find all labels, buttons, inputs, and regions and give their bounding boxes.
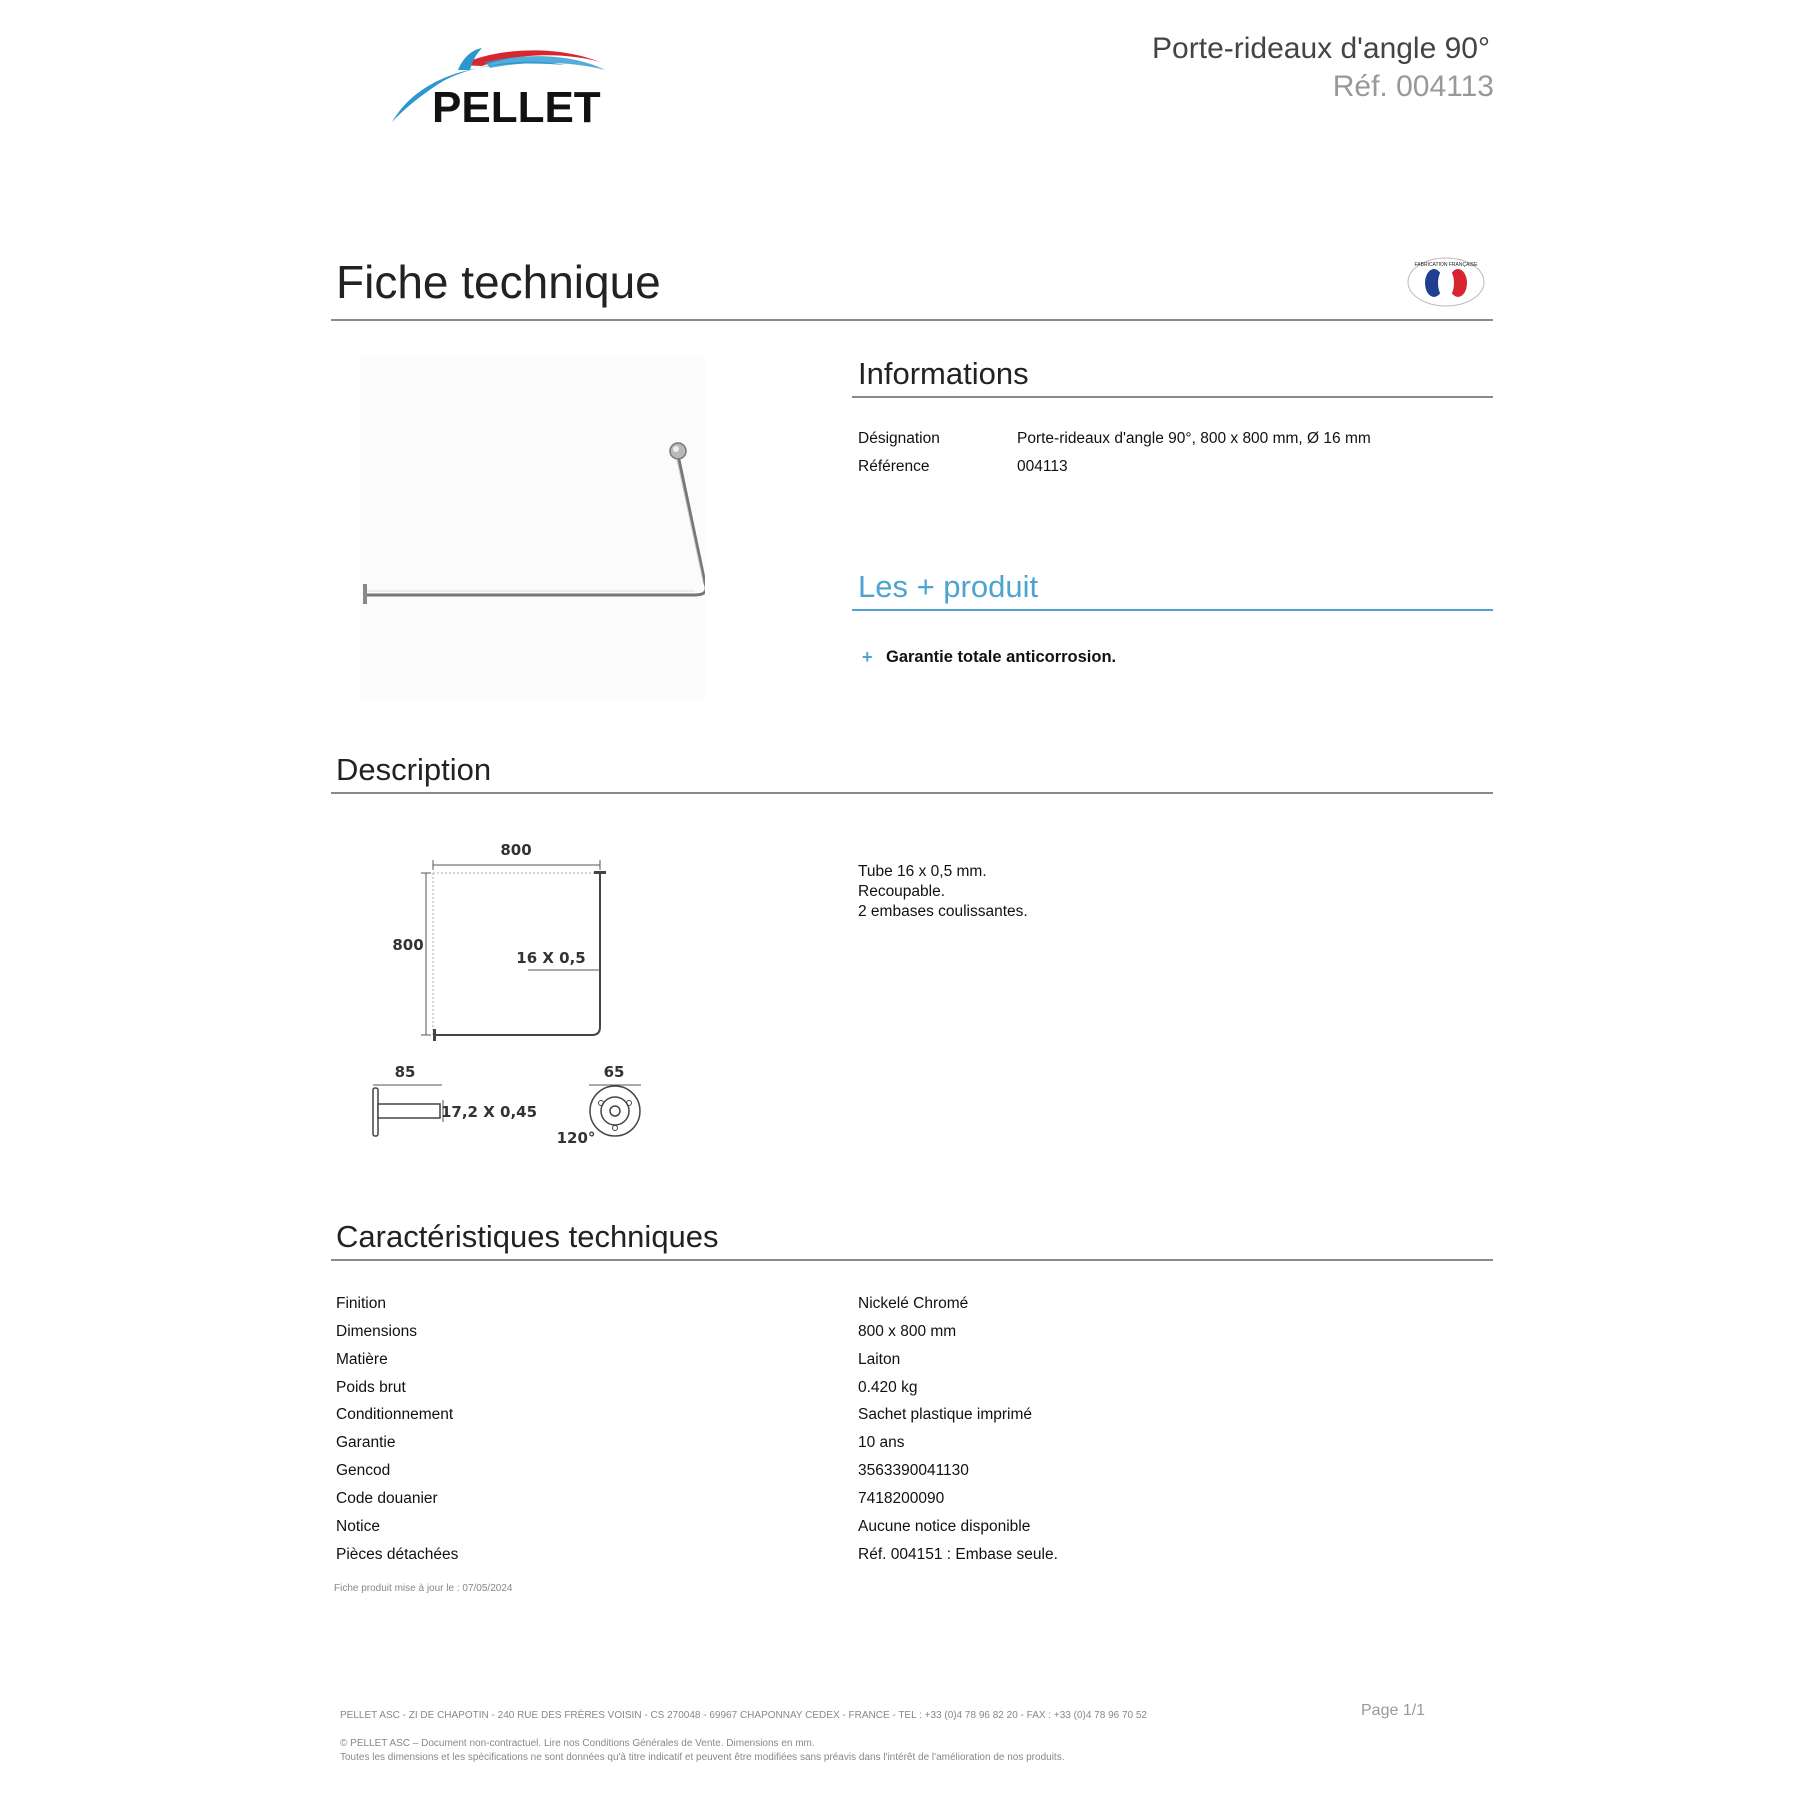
advantage-plus-icon: +	[862, 647, 873, 667]
spec-label: Finition	[336, 1295, 386, 1312]
dim-width-label: 800	[500, 841, 532, 859]
technical-drawing	[360, 830, 660, 1180]
spec-label: Conditionnement	[336, 1406, 454, 1423]
spec-label: Matière	[336, 1351, 388, 1368]
informations-heading: Informations	[858, 356, 1029, 391]
spec-label: Gencod	[336, 1462, 391, 1479]
updated-date: Fiche produit mise à jour le : 07/05/2024	[334, 1583, 513, 1594]
advantage-item: Garantie totale anticorrosion.	[886, 648, 1117, 666]
dim-base-tube-label: 17,2 X 0,45	[440, 1103, 538, 1121]
spec-value: Laiton	[858, 1351, 901, 1368]
spec-value: 800 x 800 mm	[858, 1323, 957, 1340]
badge-text: FABRICATION FRANÇAISE	[1414, 262, 1478, 268]
dim-angle-label: 120°	[556, 1129, 596, 1147]
footer-address: PELLET ASC - ZI DE CHAPOTIN - 240 RUE DES FRÈRES VOISIN - CS 270048 - 69967 CHAPONNAY CEDEX - FRANCE - TEL : +33 (0)4 78 96 82 20 - FAX : +33 (0)4 78 96 70 52	[340, 1710, 1147, 1721]
spec-value: Aucune notice disponible	[858, 1518, 1031, 1535]
description-text	[858, 862, 1028, 922]
logo-wordmark: PELLET	[432, 83, 601, 130]
spec-label: Poids brut	[336, 1379, 406, 1396]
footer-legal-line: Toutes les dimensions et les spécifications ne sont données qu'à titre indicatif et peuvent être modifiées sans préavis dans l'intérêt de l'amélioration de nos produits.	[340, 1752, 1065, 1763]
description-line: Recoupable.	[858, 883, 946, 900]
spec-value: Sachet plastique imprimé	[858, 1406, 1033, 1423]
spec-label: Pièces détachées	[336, 1546, 459, 1563]
spec-label: Dimensions	[336, 1323, 417, 1340]
description-rule	[331, 792, 1493, 794]
spec-label: Code douanier	[336, 1490, 438, 1507]
pellet-logo	[390, 40, 640, 130]
header-product-title: Porte-rideaux d'angle 90°	[1152, 32, 1490, 65]
fabrication-francaise-badge	[1406, 256, 1486, 308]
dim-base-diameter-label: 65	[603, 1063, 625, 1081]
description-heading: Description	[336, 752, 492, 787]
informations-rule	[852, 396, 1493, 398]
dim-height-label: 800	[392, 936, 424, 954]
spec-label: Garantie	[336, 1434, 396, 1451]
product-photo	[360, 355, 705, 700]
spec-label: Notice	[336, 1518, 380, 1535]
header-product-ref: Réf. 004113	[1332, 70, 1494, 103]
spec-value: 0.420 kg	[858, 1379, 918, 1396]
spec-value: Réf. 004151 : Embase seule.	[858, 1546, 1058, 1563]
info-value-reference: 004113	[1017, 458, 1068, 475]
spec-value: 7418200090	[858, 1490, 945, 1507]
spec-value: 3563390041130	[858, 1462, 969, 1479]
page-title-rule	[331, 319, 1493, 321]
specs-heading: Caractéristiques techniques	[336, 1219, 719, 1254]
advantages-rule	[852, 609, 1493, 611]
dim-tube-label: 16 X 0,5	[516, 949, 586, 967]
info-label-designation: Désignation	[858, 430, 940, 447]
specs-rule	[331, 1259, 1493, 1261]
spec-value: 10 ans	[858, 1434, 905, 1451]
info-label-reference: Référence	[858, 458, 930, 475]
spec-value: Nickelé Chromé	[858, 1295, 969, 1312]
description-line: 2 embases coulissantes.	[858, 903, 1028, 920]
info-value-designation: Porte-rideaux d'angle 90°, 800 x 800 mm, Ø 16 mm	[1017, 430, 1371, 447]
description-line: Tube 16 x 0,5 mm.	[858, 863, 987, 880]
footer-legal-line: © PELLET ASC – Document non-contractuel. Lire nos Conditions Générales de Vente. Dimensions en mm.	[340, 1738, 815, 1749]
dim-base-depth-label: 85	[394, 1063, 416, 1081]
page-title: Fiche technique	[336, 256, 661, 308]
page-number: Page 1/1	[1361, 1702, 1426, 1719]
advantages-heading: Les + produit	[858, 569, 1039, 604]
